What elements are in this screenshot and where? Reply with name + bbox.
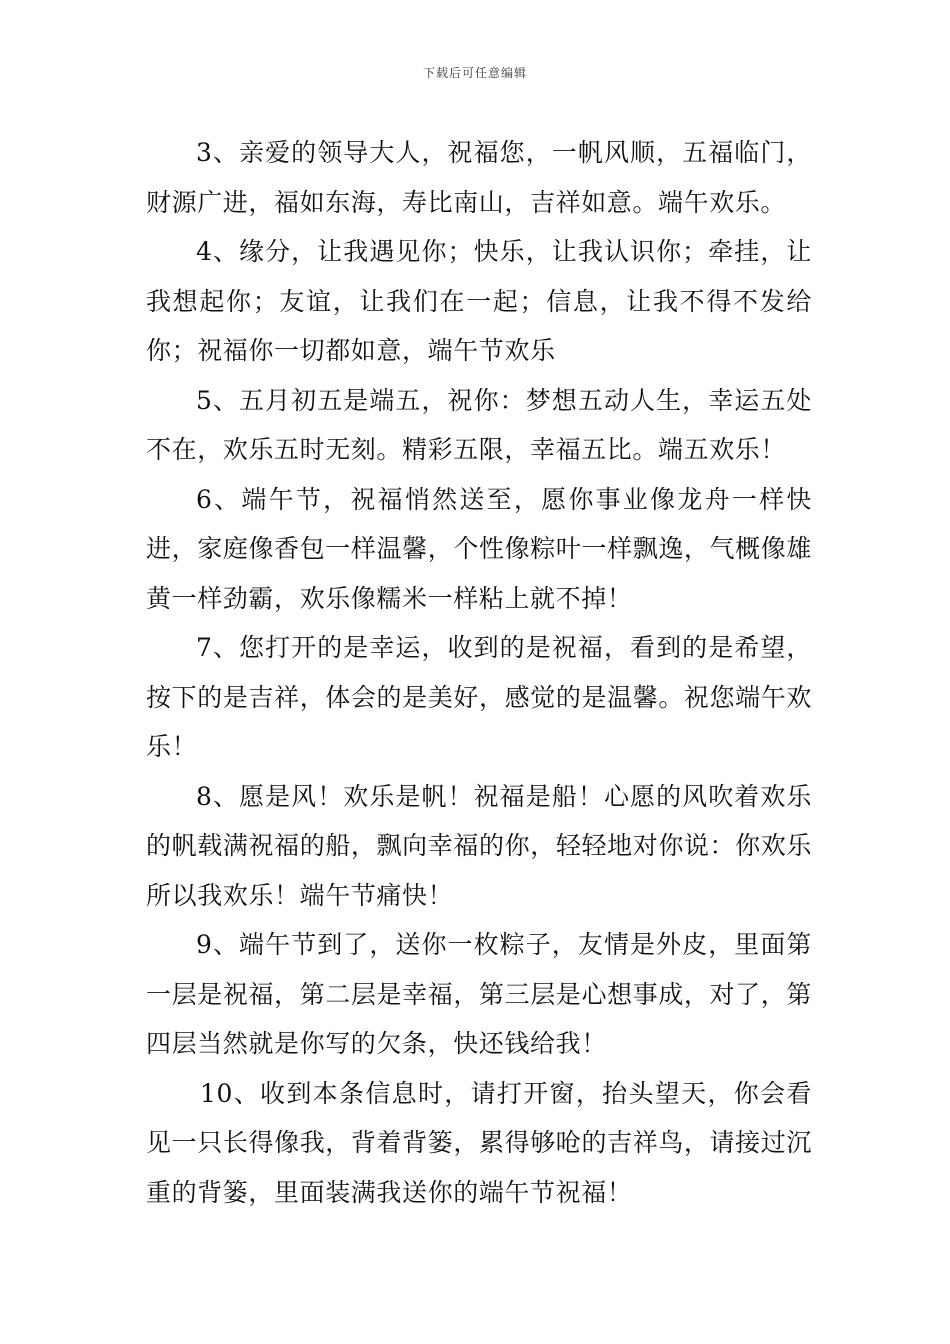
paragraph-4: 4、缘分，让我遇见你；快乐，让我认识你；牵挂，让我想起你；友谊，让我们在一起；信息，让我不得不发给你；祝福你一切都如意，端午节欢乐 <box>146 237 812 365</box>
paragraph-3: 3、亲爱的领导大人，祝福您，一帆风顺，五福临门，财源广进，福如东海，寿比南山，吉祥如意。端午欢乐。 <box>146 138 812 217</box>
paragraph-10: 10、收到本条信息时，请打开窗，抬头望天，你会看见一只长得像我，背着背篓，累得够呛的吉祥鸟，请接过沉重的背篓，里面装满我送你的端午节祝福！ <box>146 1078 812 1207</box>
document-body <box>146 128 812 1217</box>
paragraph-5: 5、五月初五是端五，祝你：梦想五动人生，幸运五处不在，欢乐五时无刻。精彩五限，幸福五比。端五欢乐！ <box>146 385 812 464</box>
paragraph-8: 8、愿是风！欢乐是帆！祝福是船！心愿的风吹着欢乐的帆载满祝福的船，飘向幸福的你，轻轻地对你说：你欢乐所以我欢乐！端午节痛快！ <box>146 781 812 910</box>
paragraph-7: 7、您打开的是幸运，收到的是祝福，看到的是希望，按下的是吉祥，体会的是美好，感觉的是温馨。祝您端午欢乐！ <box>146 633 812 761</box>
paragraph-6: 6、端午节，祝福悄然送至，愿你事业像龙舟一样快进，家庭像香包一样温馨，个性像粽叶一样飘逸，气概像雄黄一样劲霸，欢乐像糯米一样粘上就不掉！ <box>146 484 812 613</box>
paragraph-9: 9、端午节到了，送你一枚粽子，友情是外皮，里面第一层是祝福，第二层是幸福，第三层是心想事成，对了，第四层当然就是你写的欠条，快还钱给我！ <box>146 930 812 1058</box>
page-header-note: 下载后可任意编辑 <box>422 66 527 80</box>
